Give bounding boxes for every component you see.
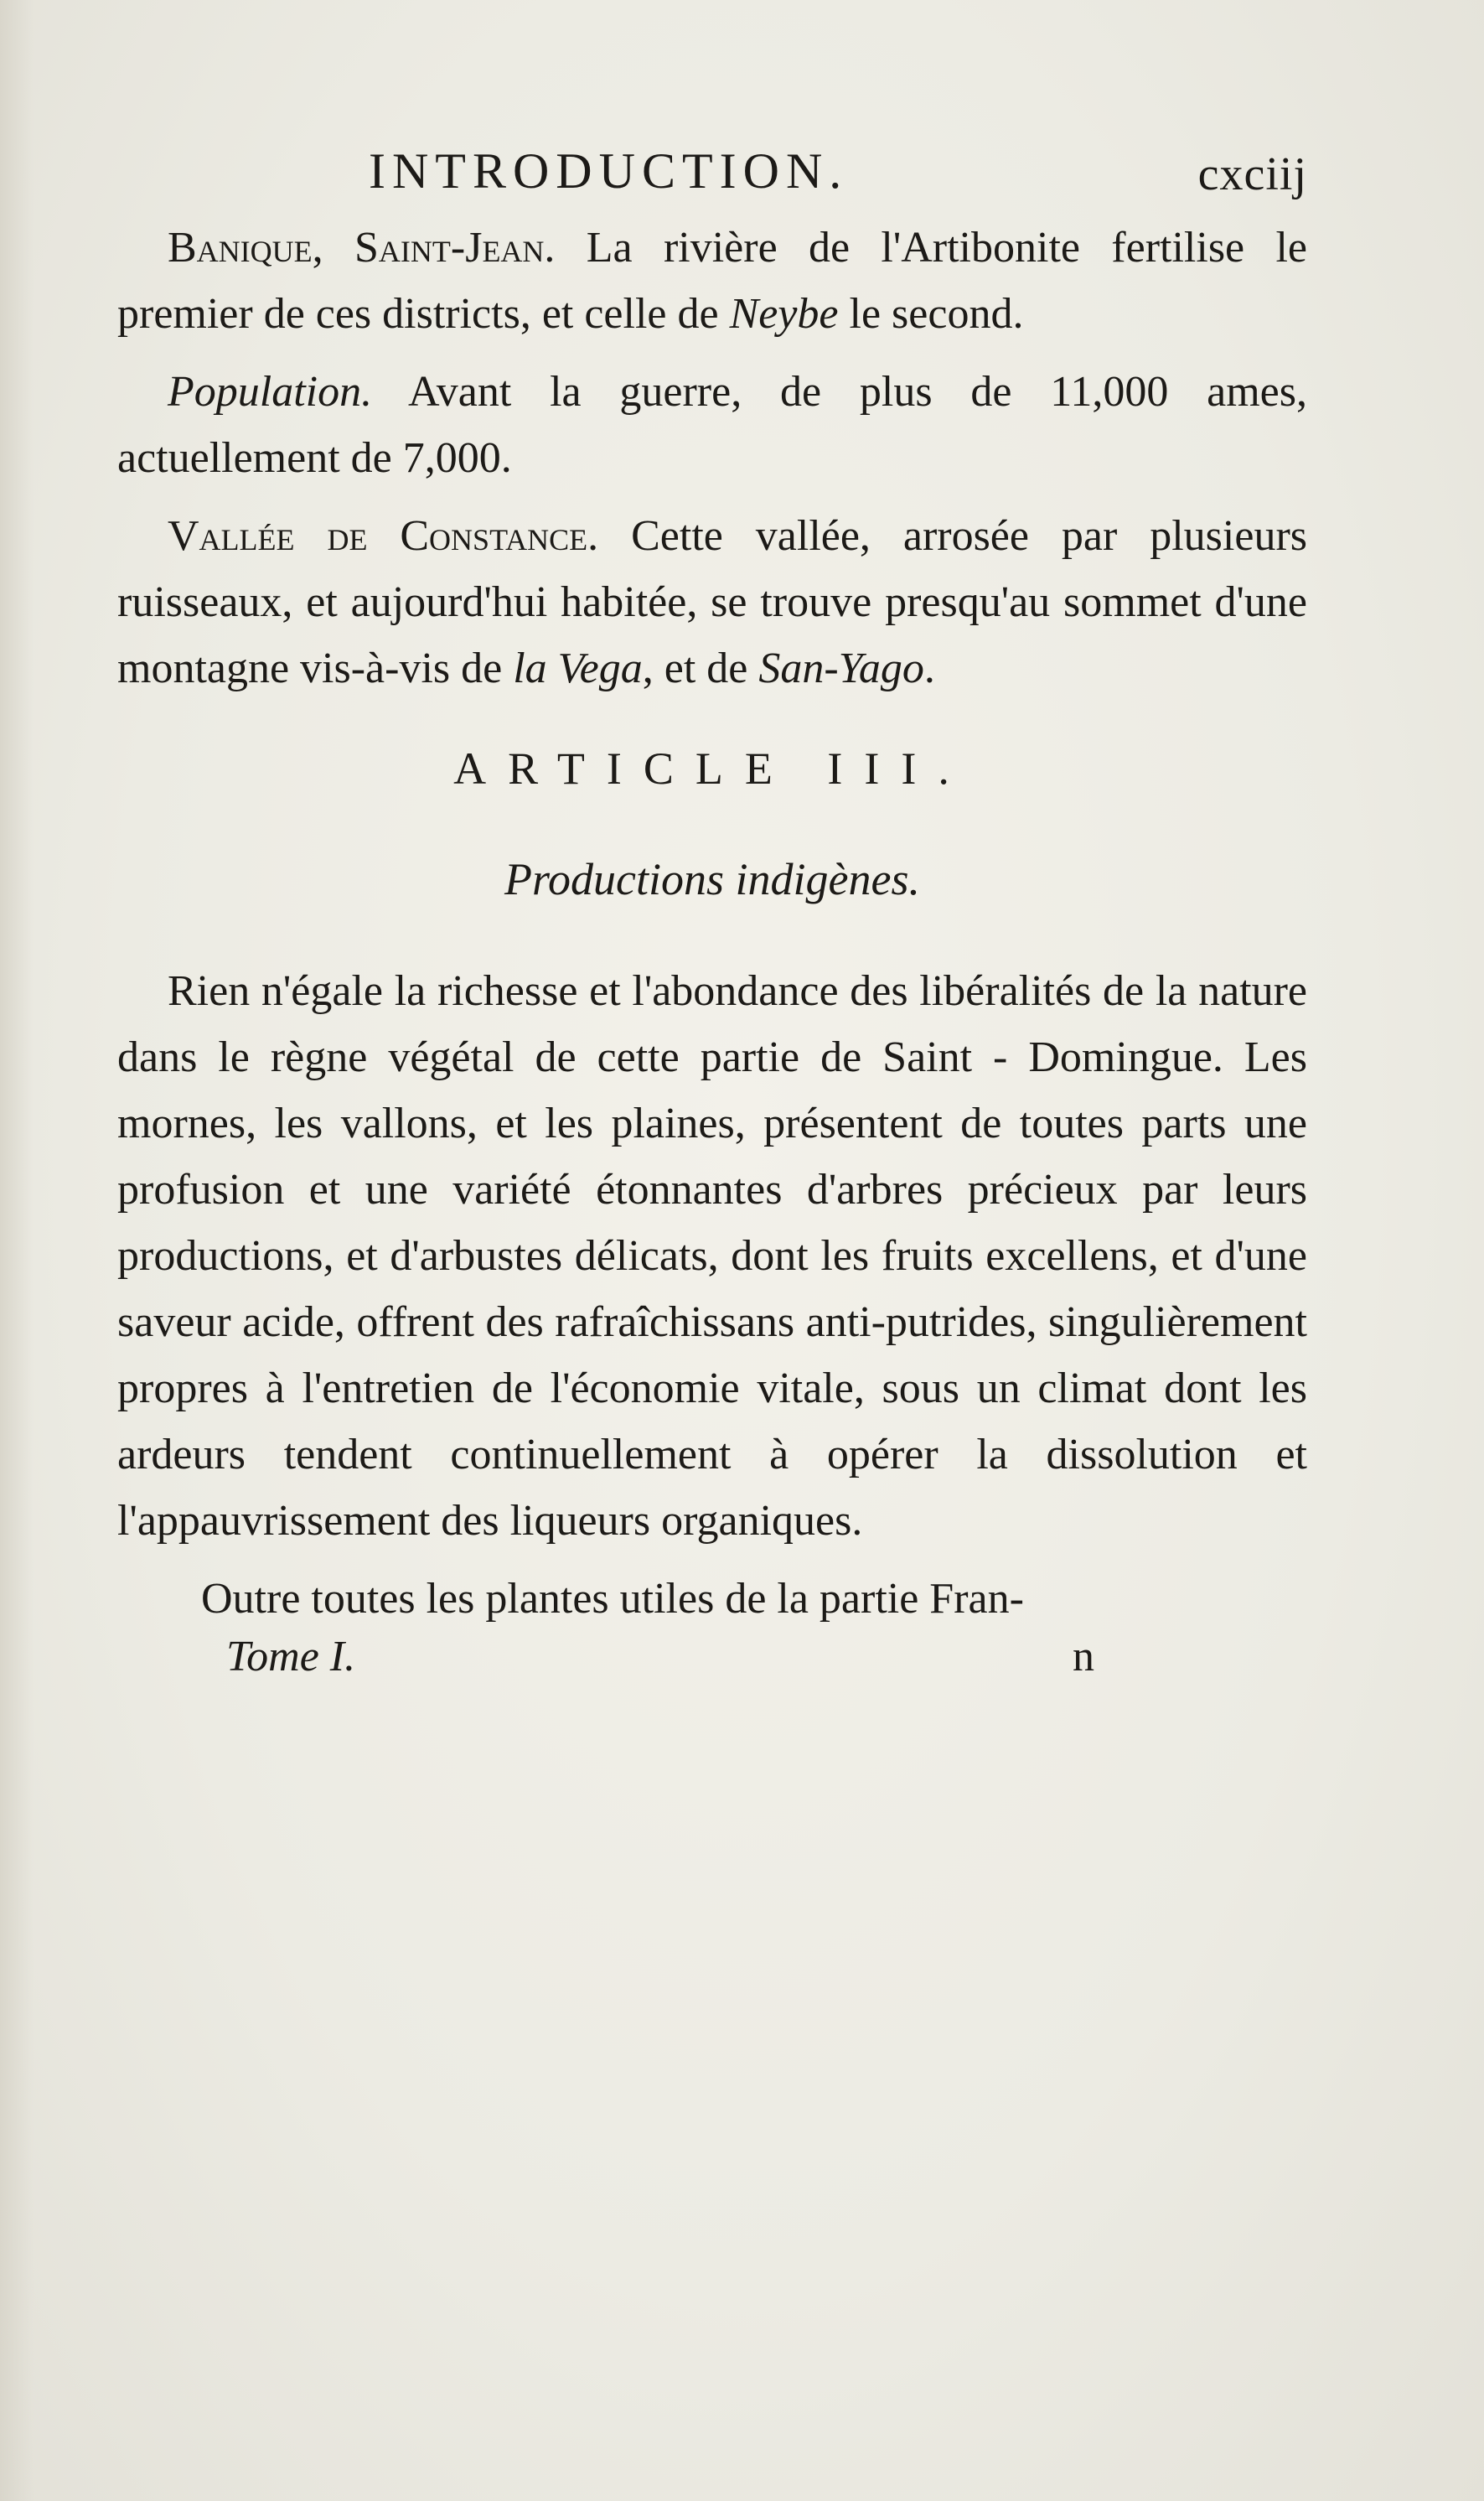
- article-heading: ARTICLE III.: [453, 743, 971, 794]
- place-san-yago: San-Yago: [758, 645, 924, 692]
- page-footer: [117, 1632, 1307, 1691]
- page-number: cxciij: [1197, 148, 1307, 200]
- population-label: Population.: [168, 368, 373, 416]
- valley-text-end: .: [923, 645, 935, 692]
- valley-text-mid: , et de: [642, 645, 759, 692]
- volume-label: Tome I.: [226, 1633, 356, 1680]
- paragraph-text: La rivière de l'Artibonite fertilise le premier de ces districts, et celle de: [117, 224, 1307, 338]
- paragraph-productions: Rien n'égale la richesse et l'abondance des libéralités de la nature dans le règne végétal de cette partie de Saint - Domingue. Les mornes, les vallons, et les plaines, présentent de toutes parts une profusion et une variété étonnantes d'arbres précieux par leurs productions, et d'arbustes délicats, dont les fruits excellens, et d'une saveur acide, offrent des rafraîchissans anti-putrides, singulièrement propres à l'entretien de l'économie vitale, sous un climat dont les ardeurs tendent continuellement à opérer la dissolution et l'appauvrissement des liqueurs organiques.: [117, 967, 1307, 1545]
- running-head: [117, 142, 1307, 210]
- signature-mark: n: [1073, 1633, 1094, 1680]
- population-text: Avant la guerre, de plus de 11,000 ames, actuellement de 7,000.: [117, 368, 1307, 482]
- place-names: Banique, Saint-Jean.: [168, 224, 556, 272]
- running-head-title: INTRODUCTION.: [369, 143, 849, 199]
- binding-gutter: [0, 0, 34, 2501]
- valley-name: Vallée de Constance.: [168, 512, 599, 560]
- paragraph-outre: Outre toutes les plantes utiles de la partie Fran-: [201, 1575, 1024, 1623]
- paragraph-population: [117, 359, 1307, 491]
- paragraph-banique: [117, 215, 1307, 347]
- place-la-vega: la Vega: [513, 645, 643, 692]
- river-name: Neybe: [729, 290, 839, 338]
- section-title: Productions indigènes.: [504, 854, 920, 904]
- text-block: [117, 142, 1307, 1691]
- paragraph-vallee-de-constance: [117, 503, 1307, 702]
- paragraph-text-end: le second.: [838, 290, 1024, 338]
- valley-text: Cette vallée, arrosée par plusieurs ruisseaux, et aujourd'hui habitée, se trouve presqu'au sommet d'une montagne vis-à-vis de: [117, 512, 1307, 692]
